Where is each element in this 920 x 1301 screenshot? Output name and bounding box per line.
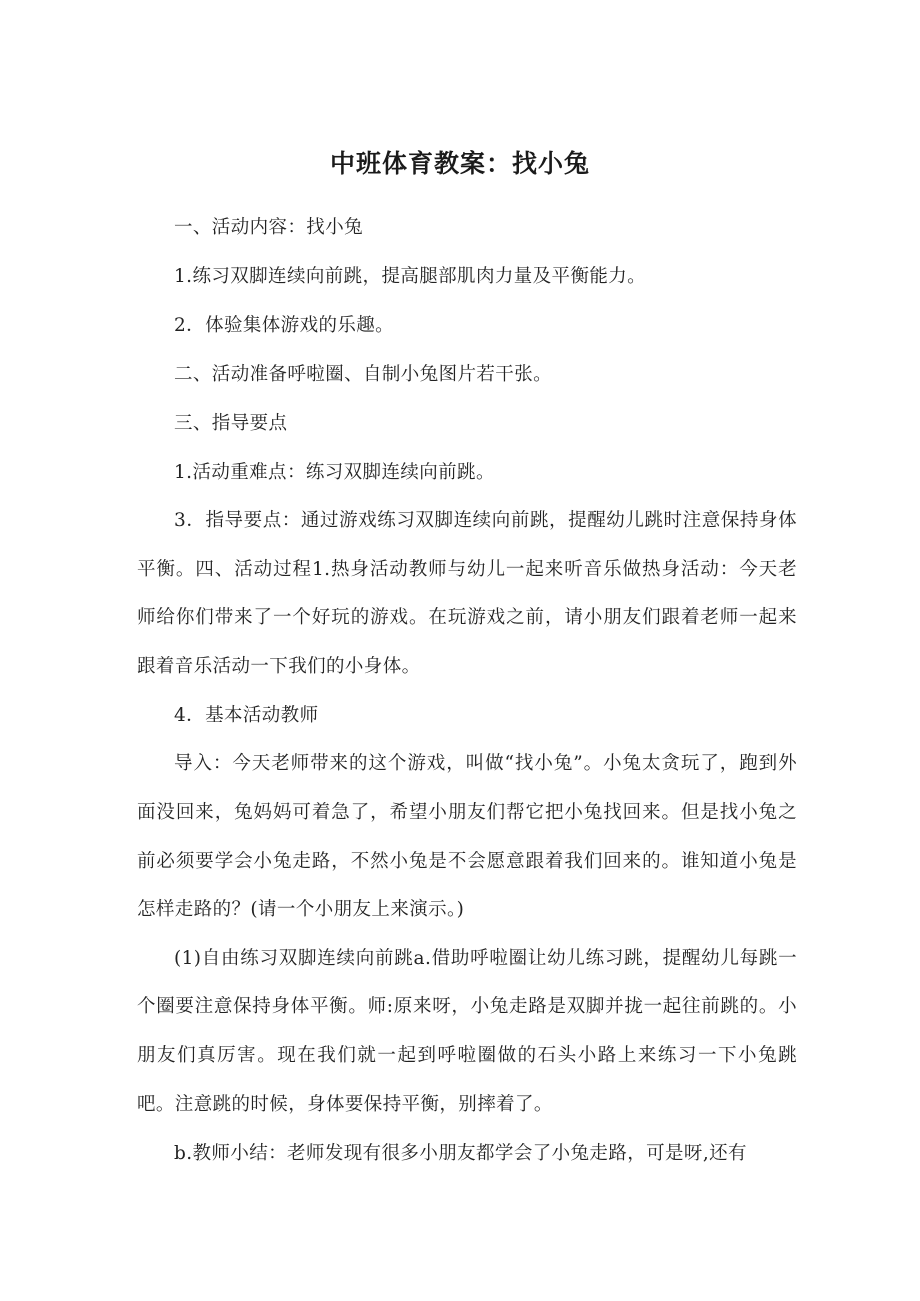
- document-body: [137, 203, 797, 1178]
- document-title: 中班体育教案：找小兔: [329, 149, 590, 178]
- paragraph-key-point: 1.活动重难点：练习双脚连续向前跳。: [174, 462, 495, 483]
- paragraph-preparation: 二、活动准备呼啦圈、自制小兔图片若干张。: [174, 364, 553, 385]
- paragraph-guidance-details: 3．指导要点：通过游戏练习双脚连续向前跳，提醒幼儿跳时注意保持身体平衡。四、活动过程1.热身活动教师与幼儿一起来听音乐做热身活动：今天老师给你们带来了一个好玩的游戏。在玩游戏之前，请小朋友们跟着老师一起来跟着音乐活动一下我们的小身体。: [137, 510, 797, 677]
- paragraph-basic-activity: 4．基本活动教师: [174, 705, 319, 727]
- paragraph-introduction: 导入：今天老师带来的这个游戏，叫做“找小兔”。小兔太贪玩了，跑到外面没回来，兔妈妈可着急了，希望小朋友们帮它把小兔找回来。但是找小兔之前必须要学会小兔走路，不然小兔是不会愿意跟着我们回来的。谁知道小兔是怎样走路的？(请一个小朋友上来演示。): [137, 753, 797, 921]
- paragraph-goal-2: 2．体验集体游戏的乐趣。: [174, 315, 395, 336]
- paragraph-activity-content: 一、活动内容：找小兔: [174, 217, 364, 238]
- paragraph-teacher-summary: b.教师小结：老师发现有很多小朋友都学会了小兔走路，可是呀,还有: [174, 1143, 747, 1165]
- paragraph-free-practice: (1)自由练习双脚连续向前跳a.借助呼啦圈让幼儿练习跳，提醒幼儿每跳一个圈要注意保持身体平衡。师:原来呀，小兔走路是双脚并拢一起往前跳的。小朋友们真厉害。现在我们就一起到呼啦圈做的石头小路上来练习一下小兔跳吧。注意跳的时候，身体要保持平衡，别摔着了。: [137, 947, 797, 1115]
- paragraph-guidance-heading: 三、指导要点: [174, 413, 288, 434]
- paragraph-goal-1: 1.练习双脚连续向前跳，提高腿部肌肉力量及平衡能力。: [174, 266, 647, 287]
